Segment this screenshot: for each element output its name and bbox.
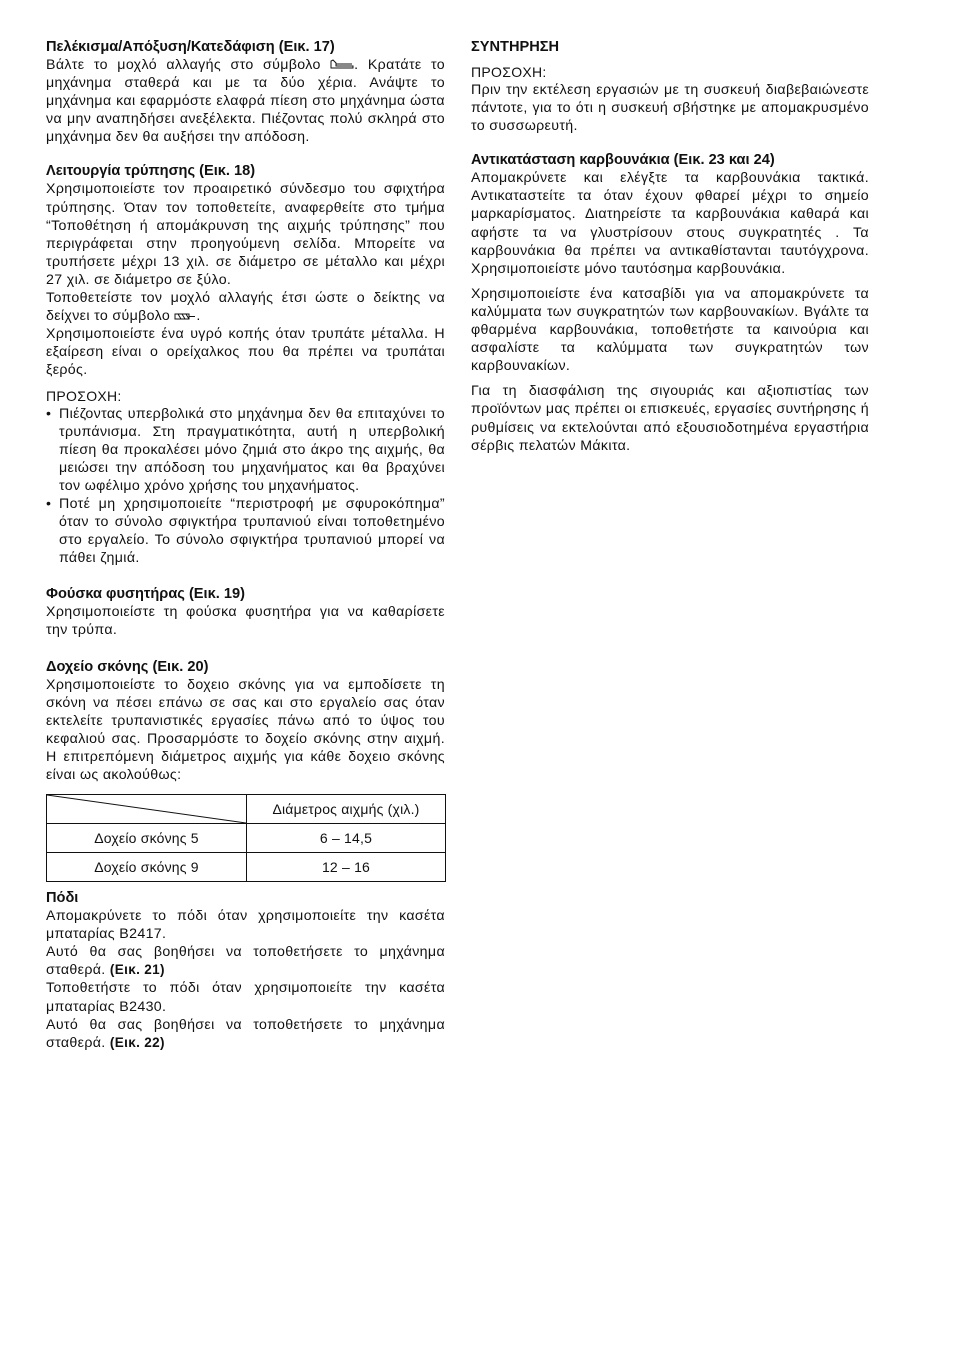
carbon-brushes-text-3: Για τη διασφάλιση της σιγουριάς και αξιοπιστίας των προϊόντων μας πρέπει οι επισκευές, εργασίες συντήρησης ή ρυθμίσεις να εκτελούνται από εξουσιοδοτημένα εργαστήρια σέρβις πελατών Μάκιτα. — [471, 383, 869, 454]
section-title-blow-out-bulb: Φούσκα φυσητήρας (Εικ. 19) — [46, 586, 245, 603]
table-cell-name: Δοχείο σκόνης 9 — [47, 853, 247, 882]
table-cell-value: 6 – 14,5 — [247, 824, 446, 853]
table-header-row — [47, 795, 446, 824]
drilling-text-1: Χρησιμοποιείστε τον προαιρετικό σύνδεσμο του σφιχτήρα τρύπησης. Όταν τον τοποθετείτε, αναφερθείτε στο τμήμα “Τοποθέτηση ή απομάκρυνση της αιχμής τρύπησης” που περιγράφεται στην προηγούμενη σελίδα. Μπορείτε να τρυπήσετε μέχρι 13 χιλ. σε διάμετρο σε μέταλλο και μέχρι 27 χιλ. σε διάμετρο σε ξύλο. — [46, 181, 445, 288]
section-title-maintenance: ΣΥΝΤΗΡΗΣΗ — [471, 39, 560, 55]
section-title-drilling: Λειτουργία τρύπησης (Εικ. 18) — [46, 163, 256, 180]
maintenance-caution-label: ΠΡΟΣΟΧΗ: — [471, 64, 547, 80]
diagonal-line — [47, 795, 246, 823]
section-title-carbon-brushes: Αντικατάσταση καρβουνάκια (Εικ. 23 και 24) — [471, 152, 775, 169]
blow-out-bulb-text: Χρησιμοποιείστε τη φούσκα φυσητήρα για να καθαρίσετε την τρύπα. — [46, 604, 445, 639]
figure-ref: (Εικ. 21) — [109, 962, 165, 978]
table-row — [47, 853, 446, 882]
foot-text-3: Τοποθετήστε το πόδι όταν χρησιμοποιείτε την κασέτα μπαταρίας B2430. — [46, 980, 445, 1015]
caution-bullet: • Πιέζοντας υπερβολικά στο μηχάνημα δεν θα επιταχύνει το τρυπάνισμα. Στη πραγματικότητα, αυτή η υπερβολική πίεση θα προκαλέσει μόνο ζημιά στο άκρο της αιχμής, θα μειώσει την απόδοση του μηχανήματος και θα βραχύνει τον ωφέλιμο χρόνο χρήσης του μηχανήματος. — [46, 405, 445, 495]
drilling-caution-label: ΠΡΟΣΟΧΗ: — [46, 387, 122, 404]
table-cell-value: 12 – 16 — [247, 853, 446, 882]
drilling-caution-list — [46, 405, 445, 568]
drilling-text-2: Τοποθετείστε τον μοχλό αλλαγής έτσι ώστε ο δείκτης να δείχνει το σύμβολο . — [46, 290, 445, 325]
table-corner-cell — [47, 795, 247, 824]
section-title-chiseling: Πελέκισμα/Απόξυση/Κατεδάφιση (Εικ. 17) — [46, 39, 335, 55]
caution-bullet: • Ποτέ μη χρησιμοποιείτε “περιστροφή με σφυροκόπημα” όταν το σύνολο σφιγκτήρα τρυπανιού είναι τοποθετημένο στο εργαλείο. Το σύνολο σφιγκτήρα τρυπανιού μπορεί να πάθει ζημιά. — [46, 495, 445, 567]
drilling-text-3: Χρησιμοποιείστε ένα υγρό κοπής όταν τρυπάτε μέταλλα. Η εξαίρεση είναι ο ορείχαλκος που θα πρέπει να τρυπάται ξερός. — [46, 326, 445, 379]
dust-cup-table — [46, 794, 446, 882]
section-title-dust-cup: Δοχείο σκόνης (Εικ. 20) — [46, 658, 209, 675]
dust-cup-text: Χρησιμοποιείστε το δοχειο σκόνης για να εμποδίσετε τη σκόνη να πέσει επάνω σε σας και στο εργαλείο σας όταν εκτελείτε τρυπανιστικές εργασίες πάνω από το ύψος του κεφαλιού σας. Προσαρμόστε το δοχείο σκόνης στην αιχμή. Η επιτρεπόμενη διάμετρος αιχμής για κάθε δοχειο σκόνης είναι ως ακολούθως: — [46, 676, 445, 783]
foot-text-2: Αυτό θα σας βοηθήσει να τοποθετήσετε το μηχάνημα σταθερά. (Εικ. 21) — [46, 944, 445, 979]
right-column — [471, 38, 869, 455]
table-row — [47, 824, 446, 853]
left-column — [46, 38, 445, 1052]
carbon-brushes-text-2: Χρησιμοποιείστε ένα κατσαβίδι για να απομακρύνετε τα καλύμματα των συγκρατητών των καρβουνακίων. Βγάλτε τα φθαρμένα καρβουνάκια, τοποθετήστε τα καινούρια και ασφαλίστε τα καλύμματα των συγκρατητών των καρβουνακίων. — [471, 285, 869, 375]
carbon-brushes-text-1: Απομακρύνετε και ελέγξτε τα καρβουνάκια τακτικά. Αντικαταστείτε τα όταν έχουν φθαρεί μέχρι το σημείο μαρκαρίσματος. Διατηρείστε τα καρβουνάκια καθαρά και αφήστε τα να γλυστρίσουν στους συγκρατητές . Τα καρβουνάκια θα πρέπει να αντικαθίστανται ταυτόγχρονα. Χρησιμοποιείστε μόνο ταυτόσημα καρβουνάκια. — [471, 170, 869, 277]
drill-only-symbol-icon — [174, 311, 196, 321]
section-title-foot: Πόδι — [46, 890, 79, 907]
hammer-only-symbol-icon — [330, 59, 354, 71]
table-cell-name: Δοχείο σκόνης 5 — [47, 824, 247, 853]
foot-text-4: Αυτό θα σας βοηθήσει να τοποθετήσετε το μηχάνημα σταθερά. (Εικ. 22) — [46, 1016, 445, 1051]
table-header-diameter: Διάμετρος αιχμής (χιλ.) — [247, 795, 446, 824]
chiseling-text: Βάλτε το μοχλό αλλαγής στο σύμβολο . Κρατάτε το μηχάνημα σταθερά και με τα δύο χέρια. Ανάψτε το μηχάνημα και εφαρμόστε ελαφρά πίεση στο μηχάνημα ώστα να μην αναπηδήσει ανεξέλεκτα. Πιέζοντας πολύ σκληρά στο μηχάνημα δεν θα αυξήσει την απόδοση. — [46, 57, 445, 146]
figure-ref: (Εικ. 22) — [109, 1034, 165, 1050]
maintenance-text: Πριν την εκτέλεση εργασιών με τη συσκευή διαβεβαιώνεστε πάντοτε, για το ότι η συσκευή σβήστηκε με απομακρυσμένο το συσσωρευτή. — [471, 82, 869, 135]
foot-text-1: Απομακρύνετε το πόδι όταν χρησιμοποιείτε την κασέτα μπαταρίας B2417. — [46, 908, 445, 943]
